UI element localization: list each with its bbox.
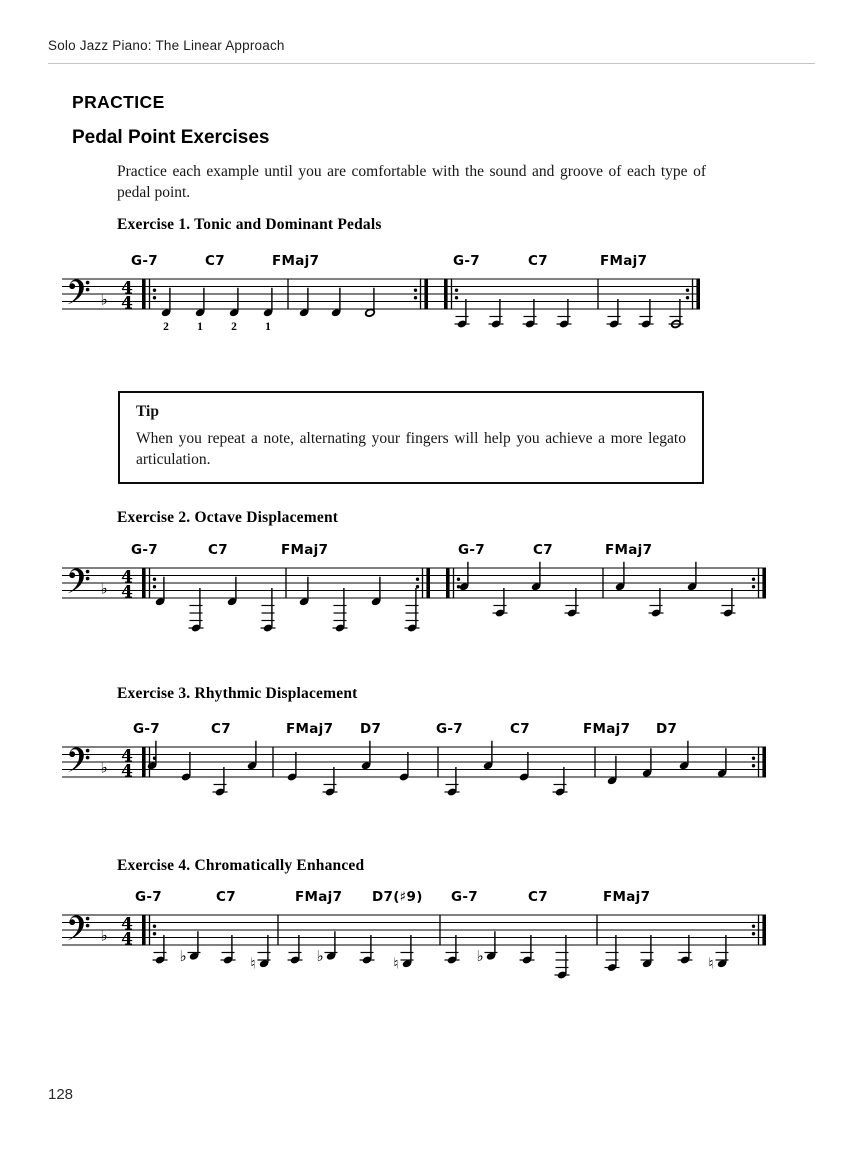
key-signature-flat: ♭ — [100, 290, 108, 309]
time-signature-denominator: 4 — [121, 582, 133, 603]
time-signature-numerator: 4 — [121, 278, 133, 299]
quarter-note-C2 — [639, 299, 654, 329]
chord-symbol: FMaj7 — [295, 889, 343, 905]
chord-symbol: G-7 — [131, 542, 158, 558]
repeat-dot — [153, 296, 156, 299]
time-signature-denominator: 4 — [121, 929, 133, 950]
exercise-1-title: Exercise 1. Tonic and Dominant Pedals — [117, 216, 382, 233]
exercise-3-title: Exercise 3. Rhythmic Displacement — [117, 685, 358, 702]
repeat-dot — [457, 578, 460, 581]
bass-clef-icon — [68, 568, 90, 593]
chord-symbol: FMaj7 — [281, 542, 329, 558]
section-title: PRACTICE — [72, 92, 165, 112]
end-repeat-thick-bar — [762, 915, 766, 945]
quarter-note-C2 — [520, 935, 535, 965]
quarter-note-C2 — [721, 588, 736, 618]
quarter-note-C2 — [607, 299, 622, 329]
repeat-dot — [686, 296, 689, 299]
fingering-number: 1 — [197, 320, 203, 333]
quarter-note-C2 — [553, 767, 568, 797]
quarter-note-C3 — [147, 741, 157, 771]
begin-repeat-thick-bar — [142, 747, 146, 777]
chord-symbol: D7 — [360, 721, 382, 737]
half-note-F2 — [365, 288, 375, 318]
chord-symbol: FMaj7 — [605, 542, 653, 558]
quarter-note-C3 — [615, 562, 625, 592]
key-signature-flat: ♭ — [100, 579, 108, 598]
repeat-dot — [752, 585, 755, 588]
bass-clef-icon — [68, 279, 90, 304]
chord-symbol: C7 — [211, 721, 231, 737]
quarter-note-C2 — [323, 767, 338, 797]
intro-paragraph: Practice each example until you are comfortable with the sound and groove of each type of pedal point. — [117, 163, 706, 201]
time-signature-numerator: 4 — [121, 746, 133, 767]
exercise-2-title: Exercise 2. Octave Displacement — [117, 509, 339, 526]
begin-repeat-thick-bar — [142, 568, 146, 598]
repeat-dot — [457, 585, 460, 588]
quarter-note-C3 — [531, 562, 541, 592]
chord-symbol: C7 — [528, 889, 548, 905]
chord-symbol: G-7 — [436, 721, 463, 737]
begin-repeat-thick-bar — [142, 915, 146, 945]
quarter-note-C2 — [489, 299, 504, 329]
repeat-dot — [153, 925, 156, 928]
repeat-dot — [752, 925, 755, 928]
quarter-note-Db2 — [476, 931, 497, 965]
end-repeat-thick-bar — [696, 279, 700, 309]
chord-symbol: G-7 — [133, 721, 160, 737]
quarter-note-F2 — [607, 756, 617, 786]
quarter-note-B1 — [708, 935, 728, 972]
quarter-note-C2 — [445, 935, 460, 965]
repeat-dot — [752, 578, 755, 581]
repeat-dot — [414, 289, 417, 292]
end-repeat-thick-bar — [426, 568, 430, 598]
quarter-note-C3 — [361, 741, 371, 771]
chord-symbol: FMaj7 — [583, 721, 631, 737]
quarter-note-A2 — [642, 748, 652, 778]
quarter-note-Db2 — [316, 931, 337, 965]
repeat-dot — [153, 585, 156, 588]
repeat-dot — [153, 289, 156, 292]
quarter-note-F2 — [371, 577, 381, 607]
quarter-note-C2 — [153, 935, 168, 965]
quarter-note-C3 — [679, 741, 689, 771]
quarter-note-F1 — [333, 588, 348, 633]
time-signature-denominator: 4 — [121, 293, 133, 314]
key-signature-flat: ♭ — [100, 758, 108, 777]
repeat-dot — [153, 578, 156, 581]
chord-symbol: C7 — [528, 253, 548, 269]
fingering-number: 2 — [163, 320, 169, 333]
natural-accidental: ♮ — [708, 954, 714, 973]
repeat-dot — [455, 296, 458, 299]
quarter-note-C2 — [565, 588, 580, 618]
repeat-dot — [455, 289, 458, 292]
begin-repeat-thick-bar — [142, 279, 146, 309]
natural-accidental: ♮ — [393, 954, 399, 973]
quarter-note-C2 — [213, 767, 228, 797]
begin-repeat-thick-bar — [444, 279, 448, 309]
chord-symbol: G-7 — [131, 253, 158, 269]
repeat-dot — [414, 296, 417, 299]
quarter-note-F2 — [155, 577, 165, 607]
chord-symbol: C7 — [216, 889, 236, 905]
quarter-note-C2 — [288, 935, 303, 965]
quarter-note-G2 — [399, 752, 409, 782]
end-repeat-thick-bar — [424, 279, 428, 309]
flat-accidental: ♭ — [179, 946, 187, 965]
staff-system-2 — [62, 542, 766, 633]
page-number: 128 — [48, 1086, 74, 1103]
chord-symbol: FMaj7 — [603, 889, 651, 905]
quarter-note-C2 — [493, 588, 508, 618]
quarter-note-C2 — [649, 588, 664, 618]
staff-system-3 — [62, 721, 766, 797]
chord-symbol: C7 — [533, 542, 553, 558]
half-note-C2 — [669, 299, 684, 329]
time-signature-numerator: 4 — [121, 567, 133, 588]
quarter-note-F1 — [555, 935, 570, 980]
page-subtitle: Pedal Point Exercises — [72, 127, 270, 148]
end-repeat-thick-bar — [762, 568, 766, 598]
quarter-note-C3 — [247, 741, 257, 771]
quarter-note-F2 — [299, 577, 309, 607]
chord-symbol: FMaj7 — [600, 253, 648, 269]
repeat-dot — [153, 932, 156, 935]
quarter-note-F1 — [405, 588, 420, 633]
quarter-note-F2 — [299, 288, 309, 318]
key-signature-flat: ♭ — [100, 926, 108, 945]
chord-symbol: D7 — [656, 721, 678, 737]
bass-clef-icon — [68, 747, 90, 772]
fingering-number: 2 — [231, 320, 237, 333]
quarter-note-B1 — [393, 935, 413, 972]
time-signature-denominator: 4 — [121, 761, 133, 782]
quarter-note-F1 — [261, 588, 276, 633]
chord-symbol: C7 — [510, 721, 530, 737]
begin-repeat-thick-bar — [446, 568, 450, 598]
quarter-note-G2 — [287, 752, 297, 782]
quarter-note-Bb1 — [641, 935, 654, 968]
chord-symbol: FMaj7 — [272, 253, 320, 269]
quarter-note-C2 — [445, 767, 460, 797]
tip-body: When you repeat a note, alternating your fingers will help you achieve a more legato articulation. — [136, 430, 686, 468]
chord-symbol: G-7 — [453, 253, 480, 269]
fingering-number: 1 — [265, 320, 271, 333]
quarter-note-Db2 — [179, 931, 200, 965]
repeat-dot — [686, 289, 689, 292]
chord-symbol: G-7 — [458, 542, 485, 558]
quarter-note-C2 — [678, 935, 693, 965]
natural-accidental: ♮ — [250, 954, 256, 973]
repeat-dot — [416, 578, 419, 581]
flat-accidental: ♭ — [316, 946, 324, 965]
quarter-note-G2 — [519, 752, 529, 782]
quarter-note-C2 — [360, 935, 375, 965]
chord-symbol: C7 — [208, 542, 228, 558]
quarter-note-F2 — [227, 577, 237, 607]
tip-title: Tip — [136, 403, 159, 420]
staff-system-1 — [62, 253, 700, 333]
quarter-note-C2 — [221, 935, 236, 965]
quarter-note-C3 — [483, 741, 493, 771]
quarter-note-A2 — [717, 748, 727, 778]
end-repeat-thick-bar — [762, 747, 766, 777]
repeat-dot — [416, 585, 419, 588]
quarter-note-C3 — [687, 562, 697, 592]
running-head: Solo Jazz Piano: The Linear Approach — [48, 38, 285, 53]
quarter-note-C2 — [523, 299, 538, 329]
quarter-note-C3 — [459, 562, 469, 592]
quarter-note-F1 — [189, 588, 204, 633]
quarter-note-B1 — [250, 935, 270, 972]
chord-symbol: G-7 — [135, 889, 162, 905]
bass-clef-icon — [68, 915, 90, 940]
chord-symbol: G-7 — [451, 889, 478, 905]
exercise-4-title: Exercise 4. Chromatically Enhanced — [117, 857, 365, 874]
chord-symbol: FMaj7 — [286, 721, 334, 737]
flat-accidental: ♭ — [476, 946, 484, 965]
chord-symbol: D7(♯9) — [372, 889, 423, 905]
quarter-note-C2 — [557, 299, 572, 329]
quarter-note-C2 — [455, 299, 470, 329]
quarter-note-G2 — [181, 752, 191, 782]
repeat-dot — [752, 764, 755, 767]
time-signature-numerator: 4 — [121, 914, 133, 935]
repeat-dot — [752, 932, 755, 935]
staff-system-4 — [62, 889, 766, 980]
chord-symbol: C7 — [205, 253, 225, 269]
quarter-note-A1 — [605, 935, 620, 972]
quarter-note-F2 — [331, 288, 341, 318]
repeat-dot — [752, 757, 755, 760]
